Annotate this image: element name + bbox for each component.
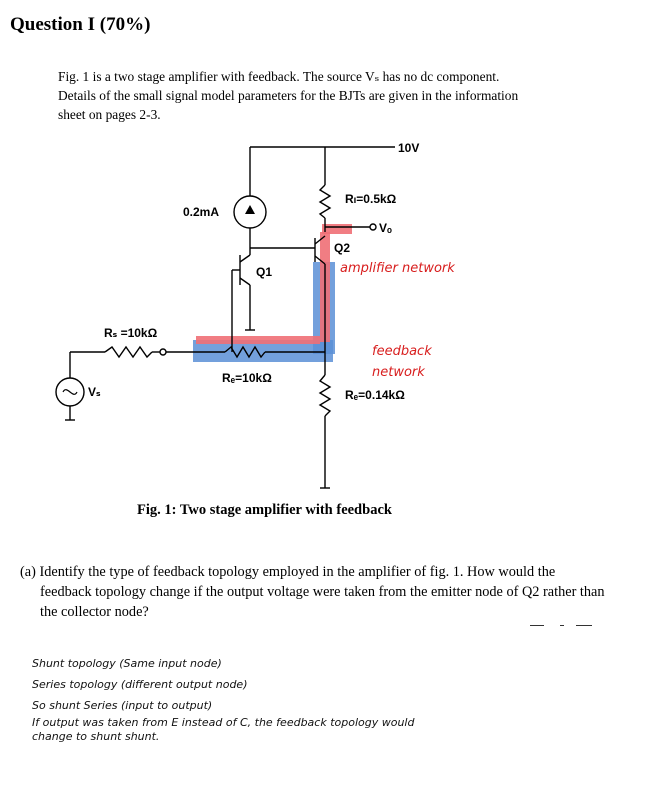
question-a-text <box>20 562 610 622</box>
answer-dash-1 <box>530 625 544 626</box>
intro-line-1: Fig. 1 is a two stage amplifier with feedback. The source Vₛ has no dc component. <box>58 69 500 84</box>
re-label: Rₑ=0.14kΩ <box>345 388 405 402</box>
vo-label: Vₒ <box>379 221 392 235</box>
q2-label: Q2 <box>334 241 351 255</box>
question-a <box>20 562 610 622</box>
amplifier-highlight-top <box>322 224 352 234</box>
answer-dash-3 <box>576 625 592 626</box>
rl-label: Rₗ=0.5kΩ <box>345 192 397 206</box>
q1-label: Q1 <box>256 265 273 279</box>
amplifier-annotation: amplifier network <box>340 261 455 276</box>
intro-line-3: sheet on pages 2-3. <box>58 107 161 122</box>
feedback-annotation-1: feedback <box>372 344 432 359</box>
question-body: Identify the type of feedback topology employed in the amplifier of fig. 1. How would the feedback topology change if the output voltage were taken from the emitter node of Q2 rather than the collector node? <box>39 564 605 620</box>
figure-caption: Fig. 1: Two stage amplifier with feedback <box>137 502 392 518</box>
amplifier-highlight <box>196 336 320 344</box>
handwritten-answer <box>32 653 632 744</box>
answer-line-2: Series topology (different output node) <box>32 678 248 691</box>
question-heading: Question I (70%) <box>10 14 151 35</box>
vs-label: Vₛ <box>88 385 101 399</box>
answer-line-4: If output was taken from E instead of C, the feedback topology would <box>32 716 415 729</box>
answer-dash-2 <box>560 625 564 626</box>
answer-line-1: Shunt topology (Same input node) <box>32 657 222 670</box>
supply-label: 10V <box>398 141 420 155</box>
answer-line-3: So shunt Series (input to output) <box>32 699 213 712</box>
rf-label: Rₑ=10kΩ <box>222 371 272 385</box>
current-source-label: 0.2mA <box>183 205 220 219</box>
question-part-label: (a) <box>20 564 36 580</box>
answer-line-5: change to shunt shunt. <box>32 730 160 743</box>
feedback-annotation-2: network <box>372 365 425 380</box>
intro-line-2: Details of the small signal model parameters for the BJTs are given in the information <box>58 88 519 103</box>
rs-label: Rₛ =10kΩ <box>104 326 158 340</box>
